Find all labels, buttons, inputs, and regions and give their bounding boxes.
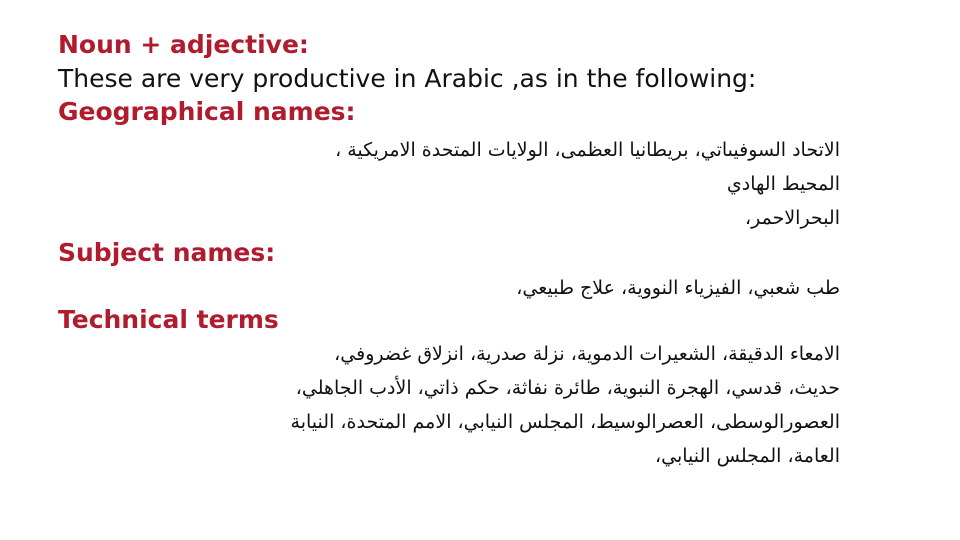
heading-subject-names: Subject names:	[58, 238, 276, 267]
heading-noun-adjective: Noun + adjective:	[58, 30, 309, 59]
technical-line-4: العامة، المجلس النيابي،	[654, 445, 840, 467]
subject-line-1: طب شعبي، الفيزياء النووية، علاج طبيعي،	[516, 277, 840, 299]
geographical-line-1: الاتحاد السوفيىاتي، بريطانيا العظمى، الولايات المتحدة الامريكية ،	[335, 139, 840, 161]
technical-line-2: حديث، قدسي، الهجرة النبوية، طائرة نفاثة، حكم ذاتي، الأدب الجاهلي،	[295, 377, 840, 399]
intro-text: These are very productive in Arabic ,as in the following:	[58, 64, 757, 93]
geographical-line-2: المحيط الهادي	[726, 173, 840, 195]
technical-line-3: العصورالوسطى، العصرالوسيط، المجلس النيابي، الامم المتحدة، النيابة	[290, 411, 840, 433]
heading-technical-terms: Technical terms	[58, 305, 279, 334]
technical-line-1: الامعاء الدقيقة، الشعيرات الدموية، نزلة صدرية، انزلاق غضروفي،	[334, 343, 840, 365]
geographical-line-3: البحرالاحمر،	[744, 207, 840, 229]
heading-geographical-names: Geographical names:	[58, 97, 356, 126]
